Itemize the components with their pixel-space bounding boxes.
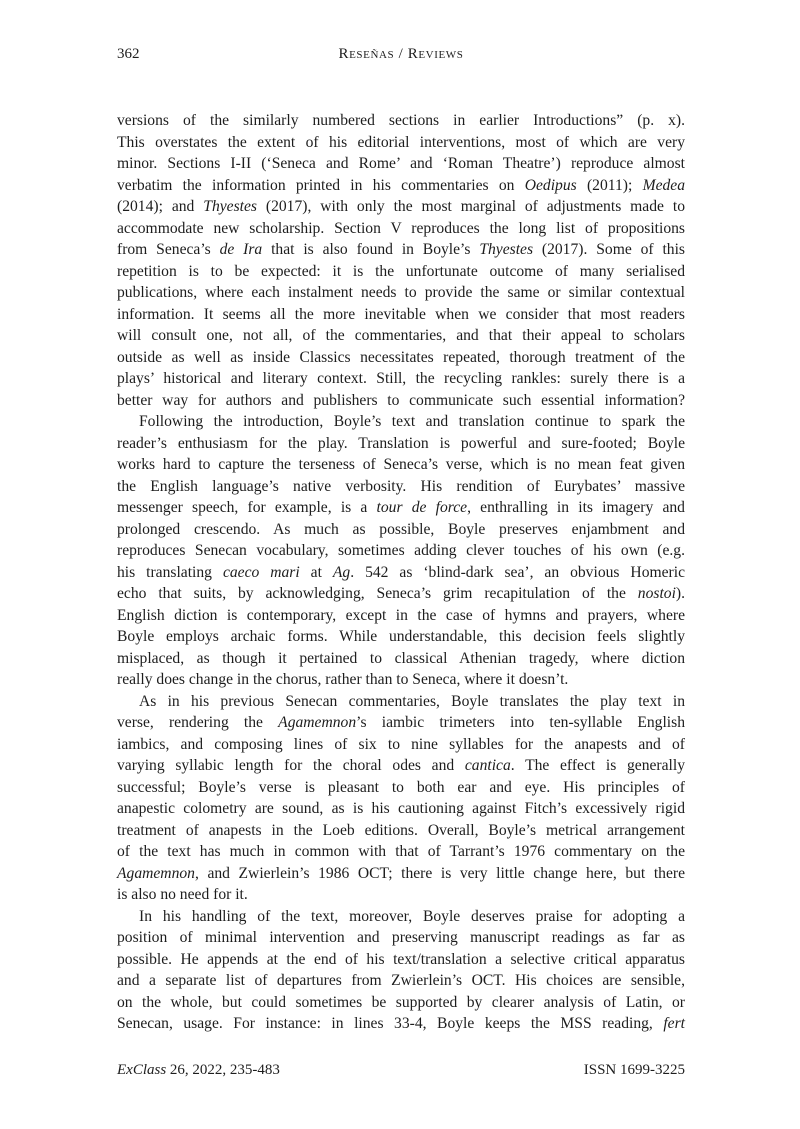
text: his translating: [117, 563, 223, 581]
text: (2017). Some of this: [533, 241, 685, 258]
text: Following the introduction, Boyle’s text and translation continue to spark the: [139, 413, 685, 430]
text: reproduces Senecan vocabulary, sometimes adding clever touches of his own (e.g.: [117, 542, 685, 559]
text-line: [117, 669, 685, 691]
text: echo that suits, by acknowledging, Seneca’s grim recapitulation of the: [117, 585, 638, 602]
text-line: [117, 476, 685, 498]
text-line: [117, 1013, 685, 1035]
text-line: [117, 691, 685, 713]
text: repetition is to be expected: it is the unfortunate outcome of many serialised: [117, 262, 685, 280]
text-line: [117, 992, 685, 1014]
italic-text: caeco mari: [222, 563, 300, 581]
text: treatment of anapests in the Loeb editions. Overall, Boyle’s metrical arrangement: [117, 821, 685, 839]
text-line: [117, 175, 685, 197]
text: plays’ historical and literary context. Still, the recycling rankles: surely there is a: [117, 370, 685, 387]
text: messenger speech, for example, is a: [117, 499, 377, 516]
paragraph: [117, 691, 685, 906]
text-line: [117, 325, 685, 347]
italic-text: nostoi: [637, 585, 676, 602]
text: iambics, and composing lines of six to nine syllables for the anapests and of: [117, 735, 685, 753]
text: (2011);: [576, 176, 643, 194]
text-line: [117, 497, 685, 519]
text: , and Zwierlein’s 1986 OCT; there is very little change here, but there: [194, 864, 685, 882]
page-footer: [117, 1062, 685, 1079]
text: the English language’s native verbosity. His rendition of Eurybates’ massive: [117, 477, 685, 495]
issn: ISSN 1699-3225: [583, 1062, 685, 1078]
text-line: [117, 347, 685, 369]
text: from Seneca’s: [117, 241, 220, 258]
text: possible. He appends at the end of his text/translation a selective critical apparatus: [117, 950, 685, 968]
text-line: [117, 132, 685, 154]
text: outside as well as inside Classics necessitates repeated, thorough treatment of the: [117, 348, 685, 366]
text: As in his previous Senecan commentaries, Boyle translates the play text in: [139, 692, 685, 710]
text-line: [117, 218, 685, 240]
page-number: 362: [117, 46, 140, 62]
text-line: [117, 304, 685, 326]
paragraph: [117, 906, 685, 1035]
text-line: [117, 239, 685, 261]
text: . 542 as ‘blind-dark sea’, an obvious Homeric: [350, 563, 685, 581]
text: verbatim the information printed in his commentaries on: [117, 176, 525, 194]
text-line: [117, 390, 685, 412]
text-line: [117, 884, 685, 906]
paragraph: [117, 411, 685, 691]
italic-text: Oedipus: [524, 176, 577, 194]
text: minor. Sections I-II (‘Seneca and Rome’ and ‘Roman Theatre’) reproduce almost: [117, 155, 685, 172]
text-line: [117, 562, 685, 584]
text-line: [117, 411, 685, 433]
italic-text: Agamemnon: [278, 714, 357, 731]
italic-text: Agamemnon: [117, 864, 195, 882]
text-line: [117, 820, 685, 842]
text-line: [117, 540, 685, 562]
text: Senecan, usage. For instance: in lines 33-4, Boyle keeps the MSS reading,: [117, 1015, 664, 1032]
text-line: [117, 906, 685, 928]
review-body: [117, 110, 685, 1035]
text-line: [117, 605, 685, 627]
text: that is also found in Boyle’s: [262, 241, 480, 258]
text-line: [117, 648, 685, 670]
text: ).: [675, 585, 685, 602]
text: This overstates the extent of his editorial interventions, most of which are very: [117, 133, 685, 151]
text-line: [117, 970, 685, 992]
text-line: [117, 433, 685, 455]
italic-text: Thyestes: [479, 241, 534, 258]
text: works hard to capture the terseness of Seneca’s verse, which is no mean feat given: [117, 456, 685, 473]
text: of the text has much in common with that of Tarrant’s 1976 commentary on the: [117, 843, 685, 860]
text-line: [117, 110, 685, 132]
text: varying syllabic length for the choral odes and: [117, 757, 465, 774]
text: on the whole, but could sometimes be supported by clearer analysis of Latin, or: [117, 993, 685, 1011]
text-line: [117, 777, 685, 799]
text: position of minimal intervention and preserving manuscript readings as far as: [117, 929, 685, 946]
text: and a separate list of departures from Zwierlein’s OCT. His choices are sensible,: [117, 972, 685, 989]
text-line: [117, 949, 685, 971]
text: prolonged crescendo. As much as possible, Boyle preserves enjambment and: [117, 520, 685, 538]
text-line: [117, 626, 685, 648]
text-line: [117, 927, 685, 949]
italic-text: tour de force: [376, 499, 468, 516]
text: (2014); and: [117, 198, 204, 215]
paragraph: [117, 110, 685, 411]
text-line: [117, 519, 685, 541]
italic-text: de Ira: [219, 241, 263, 258]
text-line: [117, 368, 685, 390]
text: (2017), with only the most marginal of adjustments made to: [256, 198, 685, 215]
text: successful; Boyle’s verse is pleasant to both ear and eye. His principles of: [117, 778, 685, 796]
text-line: [117, 841, 685, 863]
text-line: [117, 261, 685, 283]
text: English diction is contemporary, except in the case of hymns and prayers, where: [117, 606, 685, 624]
text: anapestic colometry are sound, as is his cautioning against Fitch’s excessively rigid: [117, 800, 685, 817]
text: better way for authors and publishers to communicate such essential information?: [117, 391, 685, 409]
italic-text: fert: [663, 1015, 685, 1032]
text-line: [117, 863, 685, 885]
text: is also no need for it.: [117, 886, 248, 903]
text-line: [117, 153, 685, 175]
text-line: [117, 798, 685, 820]
text-line: [117, 583, 685, 605]
page-header: [117, 46, 685, 66]
text: publications, where each instalment needs to provide the same or similar contextual: [117, 284, 685, 301]
text-line: [117, 712, 685, 734]
text: , enthralling in its imagery and: [467, 499, 685, 516]
text-line: [117, 282, 685, 304]
text: Boyle employs archaic forms. While understandable, this decision feels slightly: [117, 628, 685, 645]
italic-text: Ag: [332, 563, 351, 581]
journal-citation: [117, 1062, 280, 1079]
text: ’s iambic trimeters into ten-syllable English: [356, 714, 685, 731]
text: will consult one, not all, of the commentaries, and that their appeal to scholars: [117, 327, 685, 344]
journal-issue: 26, 2022, 235-483: [166, 1062, 280, 1078]
text: really does change in the chorus, rather than to Seneca, where it doesn’t.: [117, 671, 569, 688]
italic-text: Medea: [642, 176, 686, 194]
text: verse, rendering the: [117, 714, 279, 731]
text: at: [299, 563, 333, 581]
text-line: [117, 734, 685, 756]
text: misplaced, as though it pertained to classical Athenian tragedy, where diction: [117, 649, 685, 667]
text-line: [117, 755, 685, 777]
running-head: Reseñas / Reviews: [338, 46, 464, 62]
journal-title: ExClass: [117, 1062, 167, 1078]
text-line: [117, 454, 685, 476]
text: reader’s enthusiasm for the play. Translation is powerful and sure-footed; Boyle: [117, 434, 685, 452]
text: accommodate new scholarship. Section V reproduces the long list of propositions: [117, 219, 685, 237]
text: versions of the similarly numbered sections in earlier Introductions” (p. x).: [117, 112, 685, 129]
text-line: [117, 196, 685, 218]
text: . The effect is generally: [510, 757, 685, 774]
italic-text: cantica: [464, 757, 511, 774]
text: information. It seems all the more inevitable when we consider that most readers: [117, 305, 685, 323]
text: In his handling of the text, moreover, Boyle deserves praise for adopting a: [139, 907, 685, 925]
italic-text: Thyestes: [203, 198, 257, 215]
